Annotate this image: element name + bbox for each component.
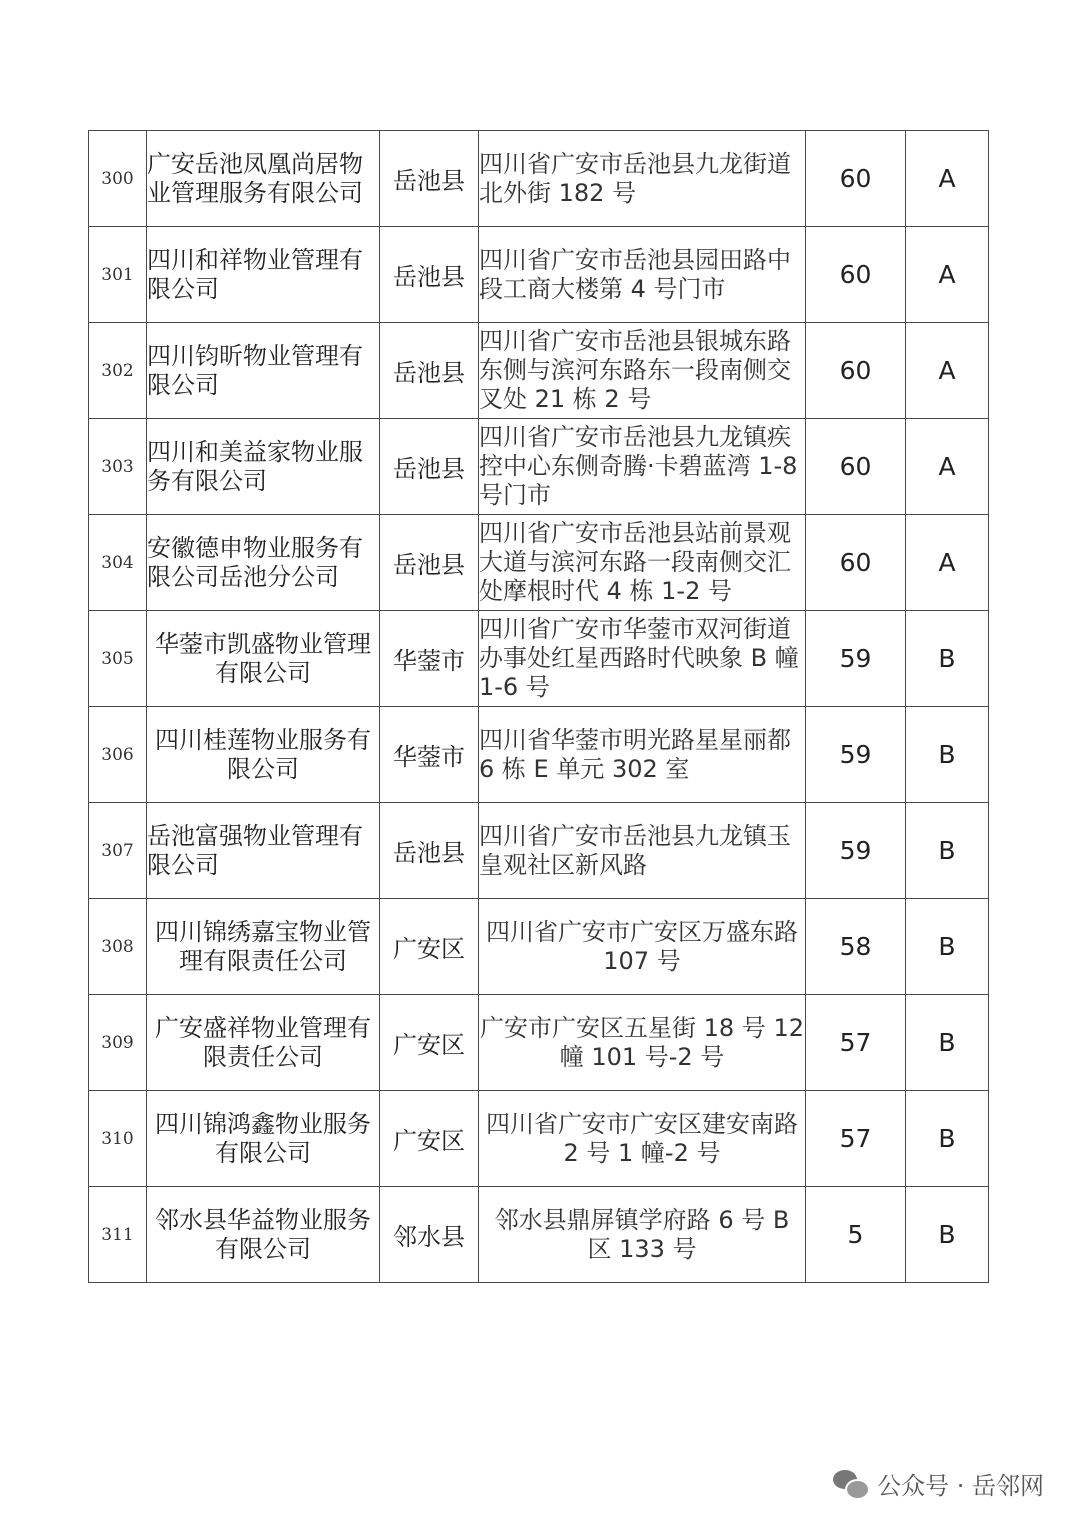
district: 岳池县 (380, 227, 479, 323)
district: 岳池县 (380, 515, 479, 611)
grade: B (906, 803, 989, 899)
score: 59 (806, 803, 906, 899)
row-number: 305 (89, 611, 147, 707)
company-name: 华蓥市凯盛物业管理有限公司 (147, 611, 380, 707)
grade: A (906, 227, 989, 323)
table-row (89, 899, 989, 995)
wechat-icon (833, 1470, 867, 1498)
score: 57 (806, 995, 906, 1091)
grade: B (906, 995, 989, 1091)
table-row (89, 515, 989, 611)
row-number: 309 (89, 995, 147, 1091)
score: 59 (806, 611, 906, 707)
address: 邻水县鼎屏镇学府路 6 号 B 区 133 号 (479, 1187, 806, 1283)
address: 四川省广安市岳池县九龙镇疾控中心东侧奇腾·卡碧蓝湾 1-8 号门市 (479, 419, 806, 515)
watermark-footer (833, 1466, 1044, 1501)
score: 60 (806, 227, 906, 323)
company-name: 安徽德申物业服务有限公司岳池分公司 (147, 515, 380, 611)
company-name: 岳池富强物业管理有限公司 (147, 803, 380, 899)
company-name: 四川钧昕物业管理有限公司 (147, 323, 380, 419)
company-name: 四川和祥物业管理有限公司 (147, 227, 380, 323)
address: 广安市广安区五星街 18 号 12 幢 101 号-2 号 (479, 995, 806, 1091)
score: 60 (806, 131, 906, 227)
row-number: 300 (89, 131, 147, 227)
address: 四川省广安市华蓥市双河街道办事处红星西路时代映象 B 幢 1-6 号 (479, 611, 806, 707)
table-row (89, 611, 989, 707)
district: 华蓥市 (380, 707, 479, 803)
grade: A (906, 323, 989, 419)
table-row (89, 227, 989, 323)
company-name: 广安盛祥物业管理有限责任公司 (147, 995, 380, 1091)
company-name: 邻水县华益物业服务有限公司 (147, 1187, 380, 1283)
row-number: 311 (89, 1187, 147, 1283)
score: 60 (806, 419, 906, 515)
address: 四川省广安市岳池县银城东路东侧与滨河东路东一段南侧交叉处 21 栋 2 号 (479, 323, 806, 419)
row-number: 303 (89, 419, 147, 515)
account-label: 公众号 · 岳邻网 (877, 1472, 1044, 1500)
address: 四川省广安市岳池县站前景观大道与滨河东路一段南侧交汇处摩根时代 4 栋 1-2 号 (479, 515, 806, 611)
row-number: 306 (89, 707, 147, 803)
score: 57 (806, 1091, 906, 1187)
grade: A (906, 131, 989, 227)
table-row (89, 1091, 989, 1187)
grade: A (906, 419, 989, 515)
table-row (89, 131, 989, 227)
score: 58 (806, 899, 906, 995)
table-row (89, 995, 989, 1091)
district: 邻水县 (380, 1187, 479, 1283)
score: 59 (806, 707, 906, 803)
grade: B (906, 707, 989, 803)
address: 四川省广安市广安区万盛东路 107 号 (479, 899, 806, 995)
district: 岳池县 (380, 131, 479, 227)
row-number: 304 (89, 515, 147, 611)
district: 华蓥市 (380, 611, 479, 707)
score: 60 (806, 323, 906, 419)
company-name: 四川锦绣嘉宝物业管理有限责任公司 (147, 899, 380, 995)
grade: B (906, 899, 989, 995)
address: 四川省广安市岳池县园田路中段工商大楼第 4 号门市 (479, 227, 806, 323)
address: 四川省广安市岳池县九龙镇玉皇观社区新风路 (479, 803, 806, 899)
company-name: 广安岳池凤凰尚居物业管理服务有限公司 (147, 131, 380, 227)
address: 四川省华蓥市明光路星星丽都 6 栋 E 单元 302 室 (479, 707, 806, 803)
district: 岳池县 (380, 323, 479, 419)
score: 5 (806, 1187, 906, 1283)
district: 广安区 (380, 1091, 479, 1187)
grade: B (906, 1187, 989, 1283)
company-name: 四川锦鸿鑫物业服务有限公司 (147, 1091, 380, 1187)
row-number: 307 (89, 803, 147, 899)
table-row (89, 323, 989, 419)
row-number: 301 (89, 227, 147, 323)
district: 岳池县 (380, 803, 479, 899)
table-row (89, 803, 989, 899)
grade: B (906, 1091, 989, 1187)
grade: B (906, 611, 989, 707)
address: 四川省广安市岳池县九龙街道北外街 182 号 (479, 131, 806, 227)
score: 60 (806, 515, 906, 611)
district: 广安区 (380, 995, 479, 1091)
table-row (89, 419, 989, 515)
district: 广安区 (380, 899, 479, 995)
row-number: 308 (89, 899, 147, 995)
address: 四川省广安市广安区建安南路 2 号 1 幢-2 号 (479, 1091, 806, 1187)
company-name: 四川桂莲物业服务有限公司 (147, 707, 380, 803)
row-number: 302 (89, 323, 147, 419)
row-number: 310 (89, 1091, 147, 1187)
table-row (89, 707, 989, 803)
table-row (89, 1187, 989, 1283)
company-name: 四川和美益家物业服务有限公司 (147, 419, 380, 515)
district: 岳池县 (380, 419, 479, 515)
company-rating-table (88, 130, 989, 1283)
grade: A (906, 515, 989, 611)
